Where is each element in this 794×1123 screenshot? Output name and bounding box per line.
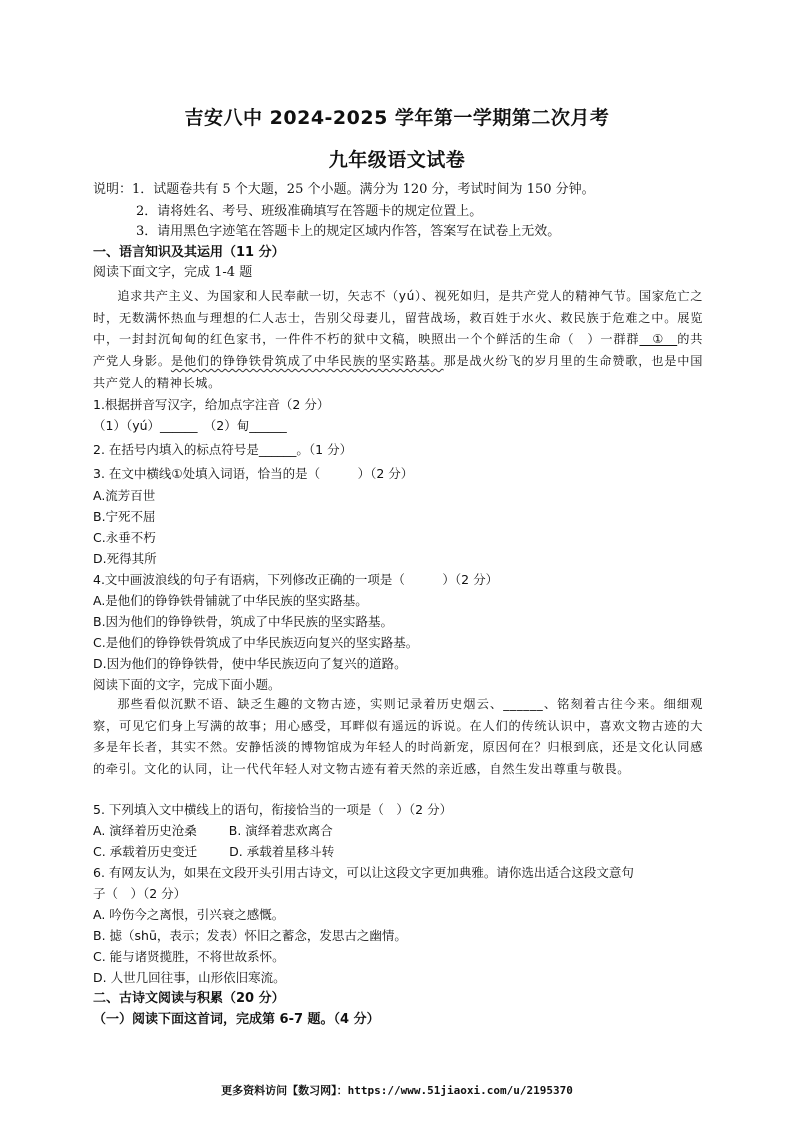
q4-option-b: B.因为他们的铮铮铁骨，筑成了中华民族的坚实路基。 <box>93 614 394 629</box>
q6-option-b: B. 摅（shū，表示；发表）怀旧之蓄念，发思古之幽情。 <box>93 928 407 943</box>
exam-title: 吉安八中 2024-2025 学年第一学期第二次月考 <box>184 107 610 129</box>
q3-option-d: D.死得其所 <box>93 551 157 566</box>
q3-option-c: C.永垂不朽 <box>93 530 156 545</box>
exam-subtitle: 九年级语文试卷 <box>328 149 466 171</box>
q5-option-c: C. 承载着历史变迁 <box>93 844 198 859</box>
q5-options-row-1 <box>93 821 703 841</box>
question-5: 5. 下列填入文中横线上的语句，衔接恰当的一项是（ ）（2 分） <box>93 802 453 817</box>
q5-option-b: B. 演绎着悲欢离合 <box>228 823 333 838</box>
q5-option-d: D. 承载着星移斗转 <box>229 844 335 859</box>
q4-option-d: D.因为他们的铮铮铁骨，使中华民族迈向了复兴的道路。 <box>93 656 407 671</box>
q6-option-c: C. 能与诸贤揽胜，不将世故系怀。 <box>93 949 285 964</box>
passage-1-blank: ① <box>639 332 678 347</box>
passage-2: 那些看似沉默不语、缺乏生趣的文物古迹，实则记录着历史烟云、______、铭刻着古往今来。细细观察，可见它们身上写满的故事；用心感受，耳畔似有遥远的诉说。在人们的传统认识中，喜欢文物古迹的大多是年长者，其实不然。安静恬淡的博物馆成为年轻人的时尚新宠，原因何在？归根到底，还是文化认同感的牵引。文化的认同，让一代代年轻人对文物古迹有着天然的亲近感，自然生发出尊重与敬畏。 <box>93 697 703 777</box>
q5-options-row-2 <box>93 842 703 862</box>
q3-option-a: A.流芳百世 <box>93 488 156 503</box>
question-6-line-1: 6. 有网友认为，如果在文段开头引用古诗文，可以让这段文字更加典雅。请你选出适合这段文意句 <box>93 865 634 880</box>
instruction-2: 2．请将姓名、考号、班级准确填写在答题卡的规定位置上。 <box>136 204 483 219</box>
question-1-items: （1）（yú）______ （2）甸______ <box>93 418 287 433</box>
question-6-line-2: 子（ ）（2 分） <box>93 886 187 901</box>
passage-1-part-b: 的共产党人身影。 <box>93 332 704 369</box>
passage-1-part-c: 那是战火纷飞的岁月里的生命赞歌，也是中国共产党人的精神长城。 <box>93 354 704 390</box>
passage-1-part-a: 追求共产主义、为国家和人民奉献一切，矢志不（yú）、视死如归，是共产党人的精神气节。国家危亡之时，无数满怀热血与理想的仁人志士，告别父母妻儿，留营战场，救百姓于水火、救民族于危难之中。展览中，一封封沉甸甸的红色家书，一件件不朽的狱中文稿，映照出一个个鲜活的生命（ ）一群群 <box>93 289 703 347</box>
passage-1-wavy-sentence: 是他们的铮铮铁骨筑成了中华民族的坚实路基。 <box>170 354 444 369</box>
q3-option-b: B.宁死不屈 <box>93 509 156 524</box>
q6-option-a: A. 吟伤今之离恨，引兴衰之感慨。 <box>93 907 285 922</box>
instruction-3: 3．请用黑色字迹笔在答题卡上的规定区域内作答，答案写在试卷上无效。 <box>136 224 561 239</box>
q6-option-d: D. 人世几回往事，山形依旧寒流。 <box>93 970 286 985</box>
q5-option-a: A. 演绎着历史沧桑 <box>93 823 197 838</box>
section-2-heading: 二、古诗文阅读与积累（20 分） <box>93 991 285 1006</box>
question-4: 4.文中画波浪线的句子有语病，下列修改正确的一项是（ ）（2 分） <box>93 572 499 587</box>
instruction-1: 说明：1．试题卷共有 5 个大题，25 个小题。满分为 120 分，考试时间为 150 分钟。 <box>93 182 595 197</box>
footer-link[interactable]: 更多资料访问【数习网】：https://www.51jiaoxi.com/u/2195370 <box>221 1084 573 1097</box>
question-1: 1.根据拼音写汉字，给加点字注音（2 分） <box>93 397 330 412</box>
passage-1 <box>93 286 703 395</box>
reading-intro-2: 阅读下面的文字，完成下面小题。 <box>93 677 281 692</box>
question-3: 3. 在文中横线①处填入词语，恰当的是（ ）（2 分） <box>93 466 414 481</box>
reading-intro-1: 阅读下面文字，完成 1-4 题 <box>93 265 253 280</box>
q4-option-a: A.是他们的铮铮铁骨铺就了中华民族的坚实路基。 <box>93 593 368 608</box>
section-2-sub: （一）阅读下面这首词，完成第 6-7 题。（4 分） <box>93 1012 380 1027</box>
q4-option-c: C.是他们的铮铮铁骨筑成了中华民族迈向复兴的坚实路基。 <box>93 635 419 650</box>
question-2: 2. 在括号内填入的标点符号是______。（1 分） <box>93 442 353 457</box>
section-1-heading: 一、语言知识及其运用（11 分） <box>93 245 285 260</box>
